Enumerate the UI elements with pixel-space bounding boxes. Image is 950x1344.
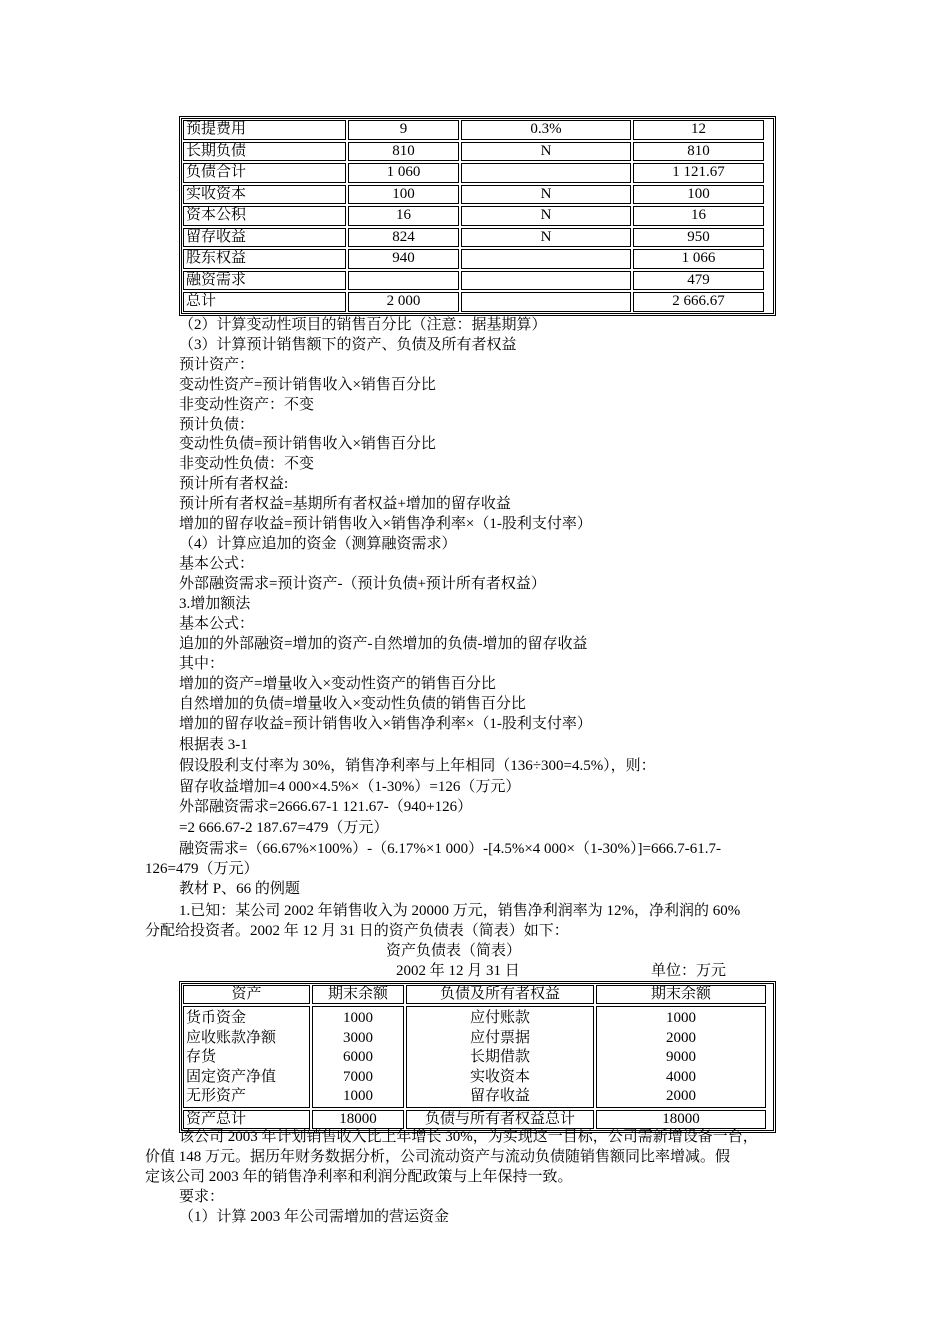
text-line: 增加的资产=增量收入×变动性资产的销售百分比: [179, 676, 496, 692]
balance-sheet-table: [179, 981, 776, 1133]
table-cell: 1000: [343, 1010, 373, 1026]
table-cell: 长期借款: [469, 1049, 530, 1065]
table-row: [182, 205, 773, 227]
table-cell: 4000: [666, 1068, 696, 1085]
table-cell: 12: [633, 120, 764, 140]
table-cell: 100: [633, 185, 764, 205]
table-cell: 融资需求: [183, 271, 346, 291]
table-cell: [348, 271, 459, 291]
text-line: 外部融资需求=2666.67-1 121.67-（940+126）: [179, 799, 473, 815]
column-header: 期末余额: [596, 985, 766, 1004]
text-line: （1）计算 2003 年公司需增加的营运资金: [179, 1209, 450, 1225]
table-cell: 810: [348, 142, 459, 162]
table-cell: 实收资本: [469, 1068, 530, 1085]
table-header-row: [182, 984, 773, 1005]
table-cell: 资产总计: [183, 1110, 310, 1129]
text-line: 根据表 3-1: [179, 737, 248, 753]
table-cell: 资本公积: [183, 206, 346, 226]
table-cell: 股东权益: [183, 249, 346, 269]
table-cell: 7000: [343, 1068, 373, 1085]
text-line: =2 666.67-2 187.67=479（万元）: [179, 820, 389, 836]
table-cell: 6000: [343, 1049, 373, 1065]
balance-forecast-table: [179, 116, 776, 316]
table-row: [182, 184, 773, 206]
text-line: （2）计算变动性项目的销售百分比（注意：据基期算）: [179, 317, 547, 333]
table-cell: 950: [633, 228, 764, 248]
table-cell: 留存收益: [469, 1088, 530, 1104]
text-line: 外部融资需求=预计资产-（预计负债+预计所有者权益）: [179, 576, 546, 592]
text-line: 其中：: [179, 656, 225, 672]
table-cell: 2 000: [348, 292, 459, 312]
text-line: 价值 148 万元。据历年财务数据分析，公司流动资产与流动负债随销售额同比率增减。假: [145, 1149, 731, 1165]
table-cell: 824: [348, 228, 459, 248]
text-line: 该公司 2003 年计划销售收入比上年增长 30%，为实现这一目标，公司需新增设备一台，: [179, 1129, 758, 1145]
table-body: [182, 1005, 773, 1109]
table-cell: 留存收益: [183, 228, 346, 248]
table-cell: 810: [633, 142, 764, 162]
text-line: 要求：: [179, 1189, 225, 1205]
table-cell: 18000: [312, 1110, 404, 1129]
text-line: 假设股利支付率为 30%，销售净利率与上年相同（136÷300=4.5%），则：: [179, 758, 656, 774]
column-header: 资产: [183, 985, 310, 1004]
text-line: 追加的外部融资=增加的资产-自然增加的负债-增加的留存收益: [179, 636, 588, 652]
table-cell: 1000: [666, 1010, 696, 1026]
table-cell: 16: [348, 206, 459, 226]
text-line: 非变动性资产：不变: [179, 397, 315, 413]
table-cell: 1 060: [348, 163, 459, 183]
assets-column: [183, 1006, 310, 1108]
text-line: 融资需求=（66.67%×100%）-（6.17%×1 000）-[4.5%×4 000×（1-30%）]=666.7-61.7-: [179, 841, 721, 857]
table-cell: 1000: [343, 1088, 373, 1104]
text-line: 变动性负债=预计销售收入×销售百分比: [179, 436, 436, 452]
table-cell: 货币资金: [186, 1010, 247, 1026]
text-line: 基本公式：: [179, 616, 255, 632]
text-line: 增加的留存收益=预计销售收入×销售净利率×（1-股利支付率）: [179, 716, 592, 732]
table-cell: 479: [633, 271, 764, 291]
column-header: 期末余额: [312, 985, 404, 1004]
table-cell: [461, 163, 631, 183]
table-unit: 单位：万元: [651, 963, 727, 979]
table-cell: 100: [348, 185, 459, 205]
table-cell: 实收资本: [183, 185, 346, 205]
table-cell: N: [461, 206, 631, 226]
table-cell: 940: [348, 249, 459, 269]
table-cell: N: [461, 142, 631, 162]
table-cell: 9: [348, 120, 459, 140]
table-row: [182, 291, 773, 313]
table-cell: 存货: [186, 1049, 217, 1065]
table-cell: 总计: [183, 292, 346, 312]
text-line: （4）计算应追加的资金（测算融资需求）: [179, 536, 457, 552]
liabilities-column: [406, 1006, 594, 1108]
text-line: 预计负债：: [179, 417, 255, 433]
table-cell: 固定资产净值: [186, 1068, 277, 1085]
table-cell: [461, 271, 631, 291]
table-cell: 3000: [343, 1029, 373, 1046]
table-cell: 无形资产: [186, 1088, 247, 1104]
text-line: 3.增加额法: [179, 596, 251, 612]
table-cell: N: [461, 228, 631, 248]
text-line: 预计资产：: [179, 357, 255, 373]
table-row: [182, 248, 773, 270]
table-cell: 0.3%: [461, 120, 631, 140]
table-cell: 负债与所有者权益总计: [406, 1110, 594, 1129]
text-line: 1.已知：某公司 2002 年销售收入为 20000 万元，销售净利润率为 12%，净利润的 60%: [179, 903, 741, 919]
table-cell: 预提费用: [183, 120, 346, 140]
table-cell: 负债合计: [183, 163, 346, 183]
table-cell: [461, 292, 631, 312]
table-cell: 2 666.67: [633, 292, 764, 312]
table-row: [182, 119, 773, 141]
text-line: 教材 P、66 的例题: [179, 881, 300, 897]
table-cell: 2000: [666, 1029, 696, 1046]
table-cell: 应付票据: [469, 1029, 530, 1046]
table-row: [182, 270, 773, 292]
table-title: 资产负债表（简表）: [386, 943, 522, 959]
text-line: 定该公司 2003 年的销售净利率和利润分配政策与上年保持一致。: [145, 1169, 573, 1185]
table-cell: 18000: [596, 1110, 766, 1129]
text-line: 基本公式：: [179, 556, 255, 572]
text-line: 126=479（万元）: [145, 861, 259, 877]
asset-values-column: [312, 1006, 404, 1108]
table-cell: 2000: [666, 1088, 696, 1104]
table-cell: 1 066: [633, 249, 764, 269]
table-row: [182, 227, 773, 249]
table-cell: 16: [633, 206, 764, 226]
text-line: 变动性资产=预计销售收入×销售百分比: [179, 377, 436, 393]
liability-values-column: [596, 1006, 766, 1108]
table-cell: 9000: [666, 1049, 696, 1065]
table-cell: 应收账款净额: [186, 1029, 277, 1046]
table-cell: 应付账款: [469, 1010, 530, 1026]
table-cell: N: [461, 185, 631, 205]
column-header: 负债及所有者权益: [406, 985, 594, 1004]
table-date: 2002 年 12 月 31 日: [396, 963, 520, 979]
text-line: 非变动性负债：不变: [179, 456, 315, 472]
text-line: （3）计算预计销售额下的资产、负债及所有者权益: [179, 337, 517, 353]
text-line: 增加的留存收益=预计销售收入×销售净利率×（1-股利支付率）: [179, 516, 592, 532]
table-cell: 长期负债: [183, 142, 346, 162]
text-line: 预计所有者权益:: [179, 476, 289, 492]
text-line: 留存收益增加=4 000×4.5%×（1-30%）=126（万元）: [179, 779, 521, 795]
text-line: 自然增加的负债=增量收入×变动性负债的销售百分比: [179, 696, 526, 712]
table-cell: 1 121.67: [633, 163, 764, 183]
text-line: 分配给投资者。2002 年 12 月 31 日的资产负债表（简表）如下：: [145, 923, 569, 939]
table-cell: [461, 249, 631, 269]
text-line: 预计所有者权益=基期所有者权益+增加的留存收益: [179, 496, 511, 512]
table-row: [182, 162, 773, 184]
table-row: [182, 141, 773, 163]
